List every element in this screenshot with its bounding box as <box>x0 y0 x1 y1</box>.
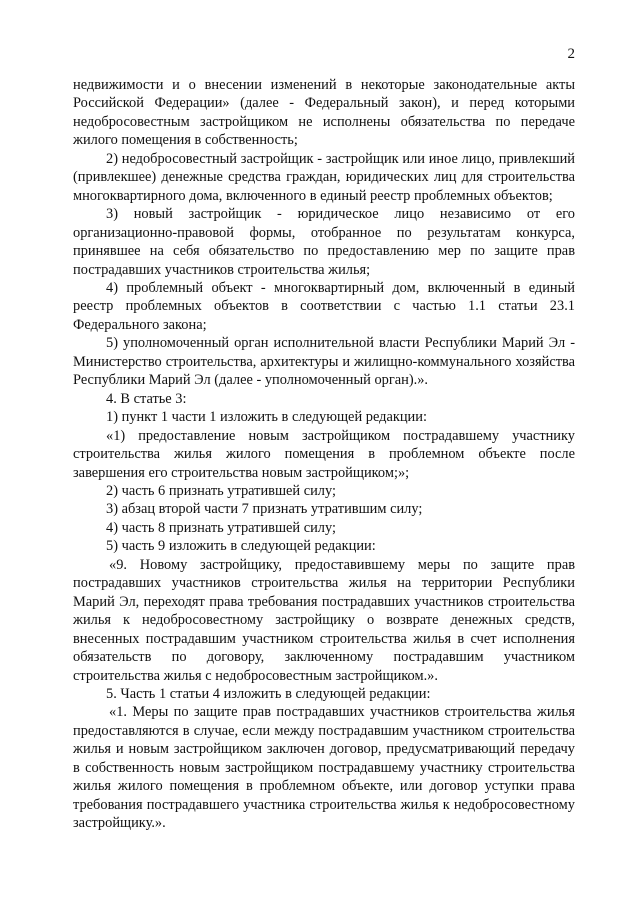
paragraph-item-5: 5) уполномоченный орган исполнительной власти Республики Марий Эл - Министерство строительства, архитектуры и жилищно-коммунального хозяйства Республики Марий Эл (далее - уполномоченный орган).». <box>73 335 575 389</box>
paragraph-item-4: 4) проблемный объект - многоквартирный дом, включенный в единый реестр проблемных объектов в соответствии с частью 1.1 статьи 23.1 Федерального закона; <box>73 279 575 333</box>
paragraph-item-2: 2) недобросовестный застройщик - застройщик или иное лицо, привлекший (привлекшее) денежные средства граждан, юридических лиц для строительства многоквартирного дома, включенного в единый реестр проблемных объектов; <box>73 150 575 204</box>
paragraph-point-2: 2) часть 6 признать утратившей силу; <box>106 482 336 499</box>
paragraph-quote-1: «1) предоставление новым застройщиком пострадавшему участнику строительства жилья жилого помещения в проблемном объекте после завершения его строительства новым застройщиком;»; <box>73 427 575 481</box>
paragraph-point-3: 3) абзац второй части 7 признать утратившим силу; <box>106 501 423 518</box>
paragraph-item-3: 3) новый застройщик - юридическое лицо независимо от его организационно-правовой формы, отобранное по результатам конкурса, принявшее на себя обязательство по предоставлению мер по защите прав пострадавших участников строительства жилья; <box>73 206 575 278</box>
paragraph-point-4: 4) часть 8 признать утратившей силу; <box>106 519 336 536</box>
paragraph-quote-article-4: «1. Меры по защите прав пострадавших участников строительства жилья предоставляются в случае, если между пострадавшим участником строительства жилья и новым застройщиком заключен договор, предусматривающий передачу в собственность новым застройщиком пострадавшему участнику строительства жилья жилого помещения в проблемном объекте, или договор уступки права требования пострадавшего участника строительства жилья к недобросовестному застройщику.». <box>73 704 575 832</box>
paragraph-section-5: 5. Часть 1 статьи 4 изложить в следующей редакции: <box>106 685 431 702</box>
paragraph-continuation: недвижимости и о внесении изменений в некоторые законодательные акты Российской Федерации» (далее - Федеральный закон), и перед которыми недобросовестным застройщиком не исполнены обязательства по передаче жилого помещения в собственность; <box>73 77 575 149</box>
document-body <box>73 76 575 833</box>
page-number: 2 <box>567 46 575 62</box>
paragraph-quote-9: «9. Новому застройщику, предоставившему меры по защите прав пострадавших участников строительства жилья на территории Республики Марий Эл, переходят права требования пострадавших участников строительства жилья к недобросовестному застройщику о возврате денежных средств, внесенных пострадавшим участником строительства жилья в счет исполнения обязательств по договору, заключенному пострадавшим участником строительства жилья с недобросовестным застройщиком.». <box>73 556 575 684</box>
paragraph-point-1: 1) пункт 1 части 1 изложить в следующей редакции: <box>106 409 427 426</box>
paragraph-point-5: 5) часть 9 изложить в следующей редакции: <box>106 538 376 555</box>
paragraph-section-4: 4. В статье 3: <box>106 390 187 407</box>
